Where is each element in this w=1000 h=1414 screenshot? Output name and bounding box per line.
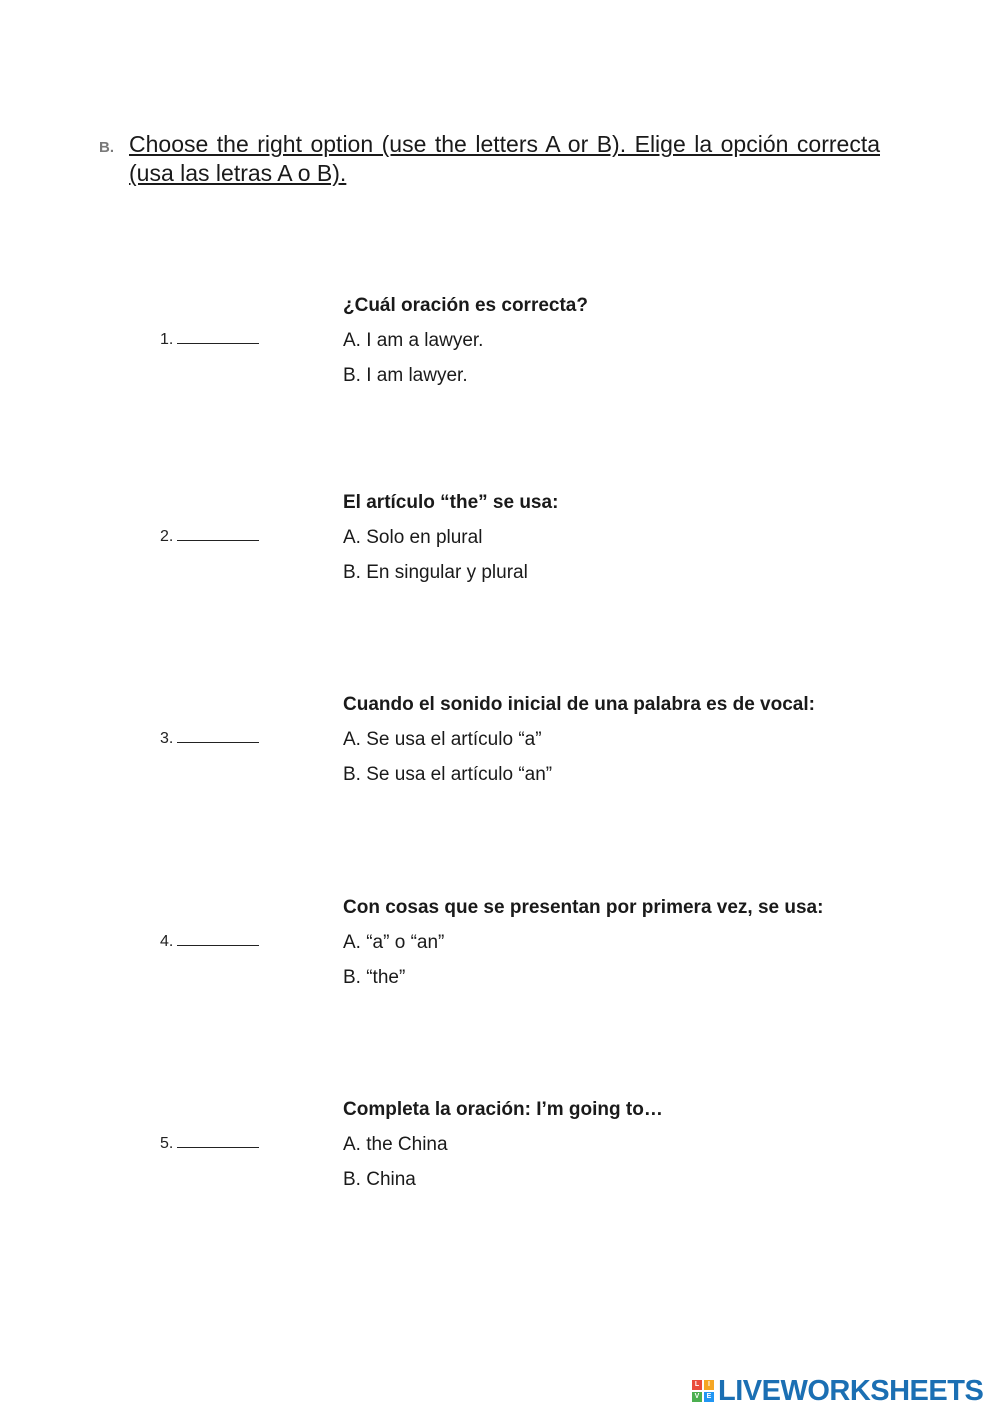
option-a: A. the China <box>343 1134 448 1155</box>
option-b: B. I am lawyer. <box>343 365 468 386</box>
question-5 <box>0 1099 1000 1209</box>
question-prompt: Completa la oración: I’m going to… <box>343 1099 663 1120</box>
answer-slot-5[interactable] <box>160 1133 259 1153</box>
question-number: 3. <box>160 730 174 747</box>
answer-blank[interactable] <box>177 1133 259 1148</box>
answer-slot-4[interactable] <box>160 931 259 951</box>
option-a: A. I am a lawyer. <box>343 330 484 351</box>
liveworksheets-logo <box>692 1376 983 1406</box>
question-2 <box>0 492 1000 602</box>
logo-tile: L <box>692 1380 702 1390</box>
option-b: B. Se usa el artículo “an” <box>343 764 553 785</box>
logo-tile: I <box>704 1380 714 1390</box>
answer-slot-1[interactable] <box>160 329 259 349</box>
option-a: A. “a” o “an” <box>343 932 445 953</box>
instruction <box>99 130 880 188</box>
question-number: 4. <box>160 933 174 950</box>
option-a: A. Se usa el artículo “a” <box>343 729 542 750</box>
answer-blank[interactable] <box>177 931 259 946</box>
answer-blank[interactable] <box>177 728 259 743</box>
option-b: B. “the” <box>343 967 406 988</box>
option-b: B. En singular y plural <box>343 562 528 583</box>
option-a: A. Solo en plural <box>343 527 483 548</box>
question-number: 5. <box>160 1135 174 1152</box>
question-number: 2. <box>160 528 174 545</box>
question-1 <box>0 295 1000 405</box>
question-4 <box>0 897 1000 1007</box>
question-prompt: ¿Cuál oración es correcta? <box>343 295 588 316</box>
answer-blank[interactable] <box>177 526 259 541</box>
question-prompt: El artículo “the” se usa: <box>343 492 559 513</box>
instruction-text: Choose the right option (use the letters A or B). Elige la opción correcta (usa las letras A o B). <box>129 131 880 186</box>
instruction-letter: B. <box>99 139 114 156</box>
logo-text: LIVEWORKSHEETS <box>718 1374 984 1407</box>
option-b: B. China <box>343 1169 416 1190</box>
question-number: 1. <box>160 331 174 348</box>
logo-tile: V <box>692 1392 702 1402</box>
question-3 <box>0 694 1000 804</box>
answer-blank[interactable] <box>177 329 259 344</box>
question-prompt: Cuando el sonido inicial de una palabra es de vocal: <box>343 694 815 715</box>
logo-tile: E <box>704 1392 714 1402</box>
logo-tiles-icon <box>692 1380 714 1402</box>
question-prompt: Con cosas que se presentan por primera vez, se usa: <box>343 897 824 918</box>
answer-slot-3[interactable] <box>160 728 259 748</box>
answer-slot-2[interactable] <box>160 526 259 546</box>
